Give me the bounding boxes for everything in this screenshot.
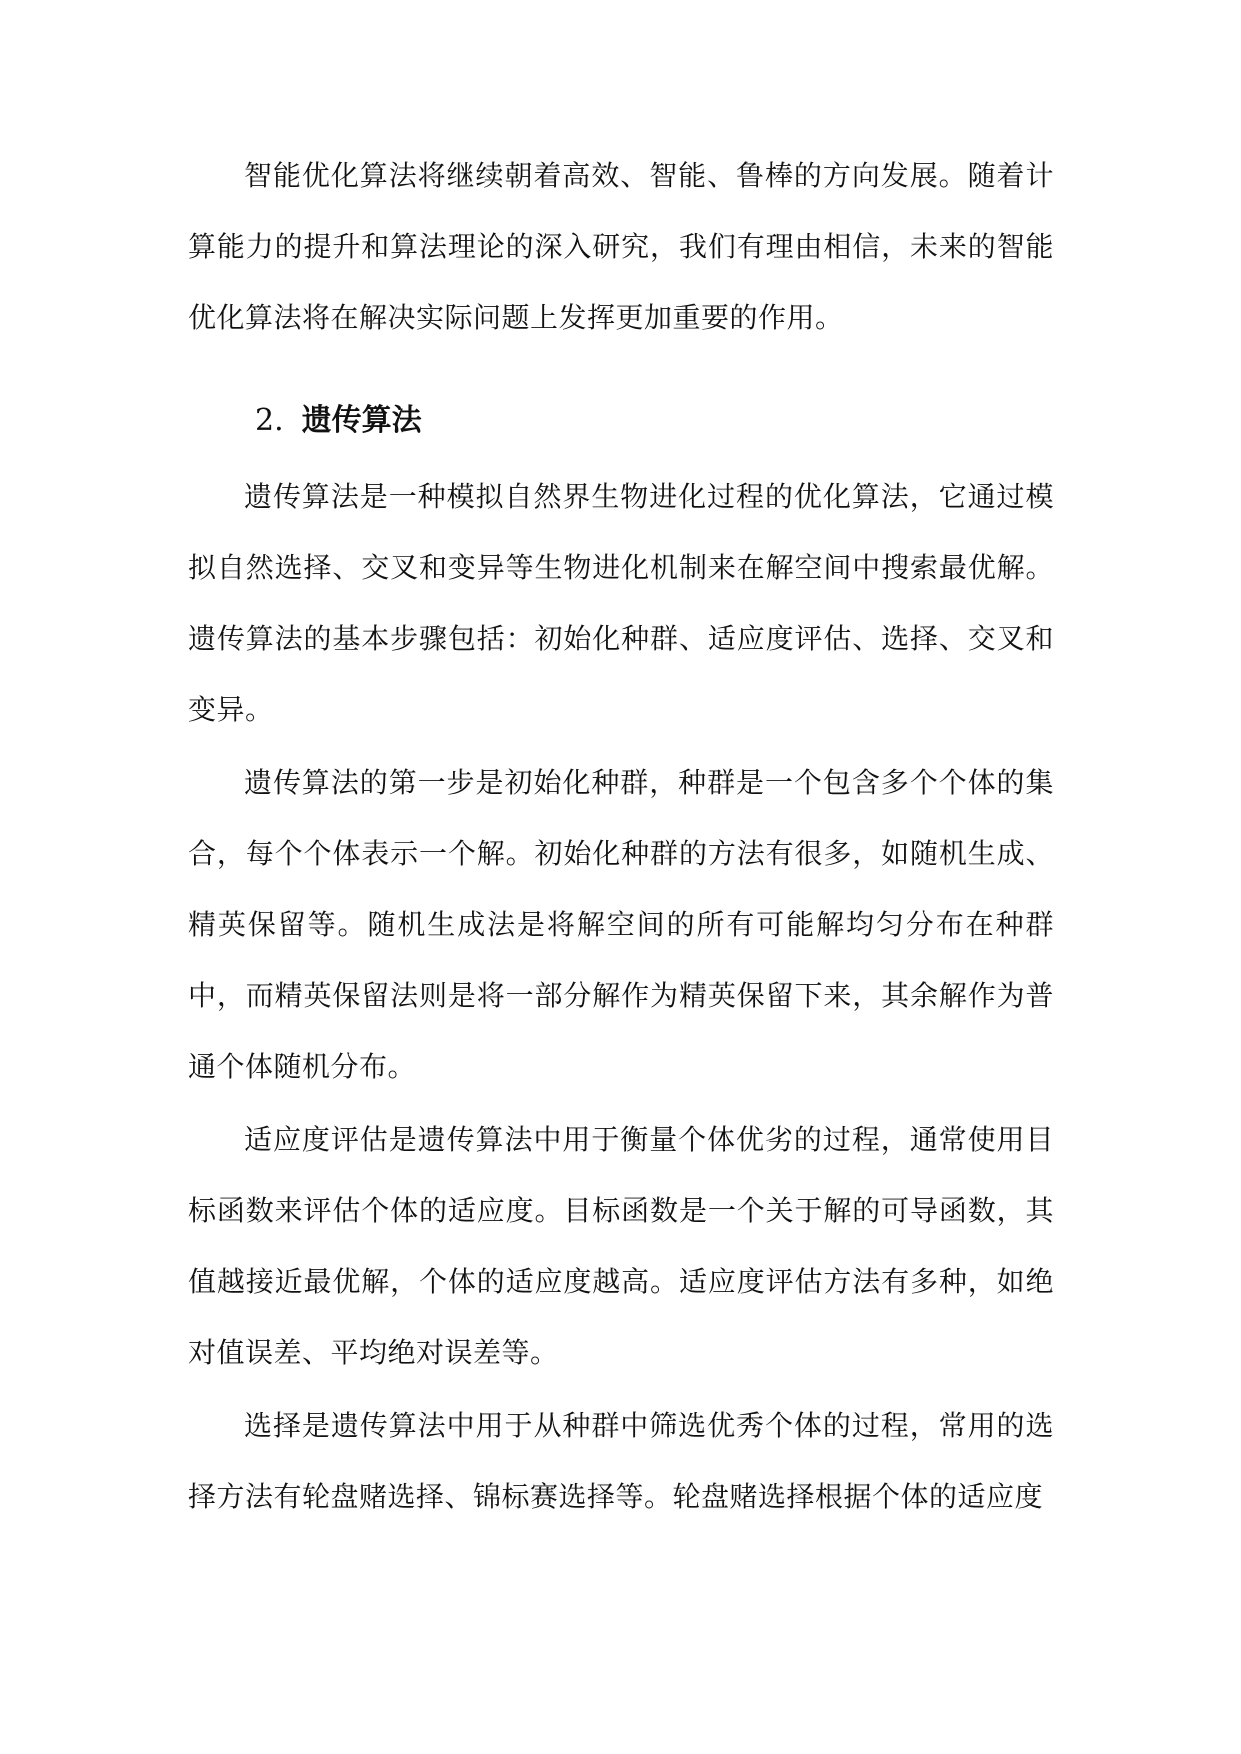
document-page — [188, 140, 1054, 1532]
body-paragraph-initialization: 遗传算法的第一步是初始化种群，种群是一个包含多个个体的集合，每个个体表示一个解。初始化种群的方法有很多，如随机生成、精英保留等。随机生成法是将解空间的所有可能解均匀分布在种群中，而精英保留法则是将一部分解作为精英保留下来，其余解作为普通个体随机分布。 — [188, 766, 1054, 1083]
body-paragraph-fitness: 适应度评估是遗传算法中用于衡量个体优劣的过程，通常使用目标函数来评估个体的适应度。目标函数是一个关于解的可导函数，其值越接近最优解，个体的适应度越高。适应度评估方法有多种，如绝对值误差、平均绝对误差等。 — [188, 1123, 1054, 1369]
section-number: 2. — [255, 403, 284, 438]
section-heading — [188, 401, 1054, 441]
body-paragraph-overview: 遗传算法是一种模拟自然界生物进化过程的优化算法，它通过模拟自然选择、交叉和变异等生物进化机制来在解空间中搜索最优解。遗传算法的基本步骤包括：初始化种群、适应度评估、选择、交叉和变异。 — [188, 480, 1054, 726]
section-title: 遗传算法 — [301, 403, 422, 438]
body-paragraph-selection: 选择是遗传算法中用于从种群中筛选优秀个体的过程，常用的选择方法有轮盘赌选择、锦标赛选择等。轮盘赌选择根据个体的适应度 — [188, 1409, 1054, 1513]
intro-paragraph: 智能优化算法将继续朝着高效、智能、鲁棒的方向发展。随着计算能力的提升和算法理论的深入研究，我们有理由相信，未来的智能优化算法将在解决实际问题上发挥更加重要的作用。 — [188, 159, 1054, 334]
